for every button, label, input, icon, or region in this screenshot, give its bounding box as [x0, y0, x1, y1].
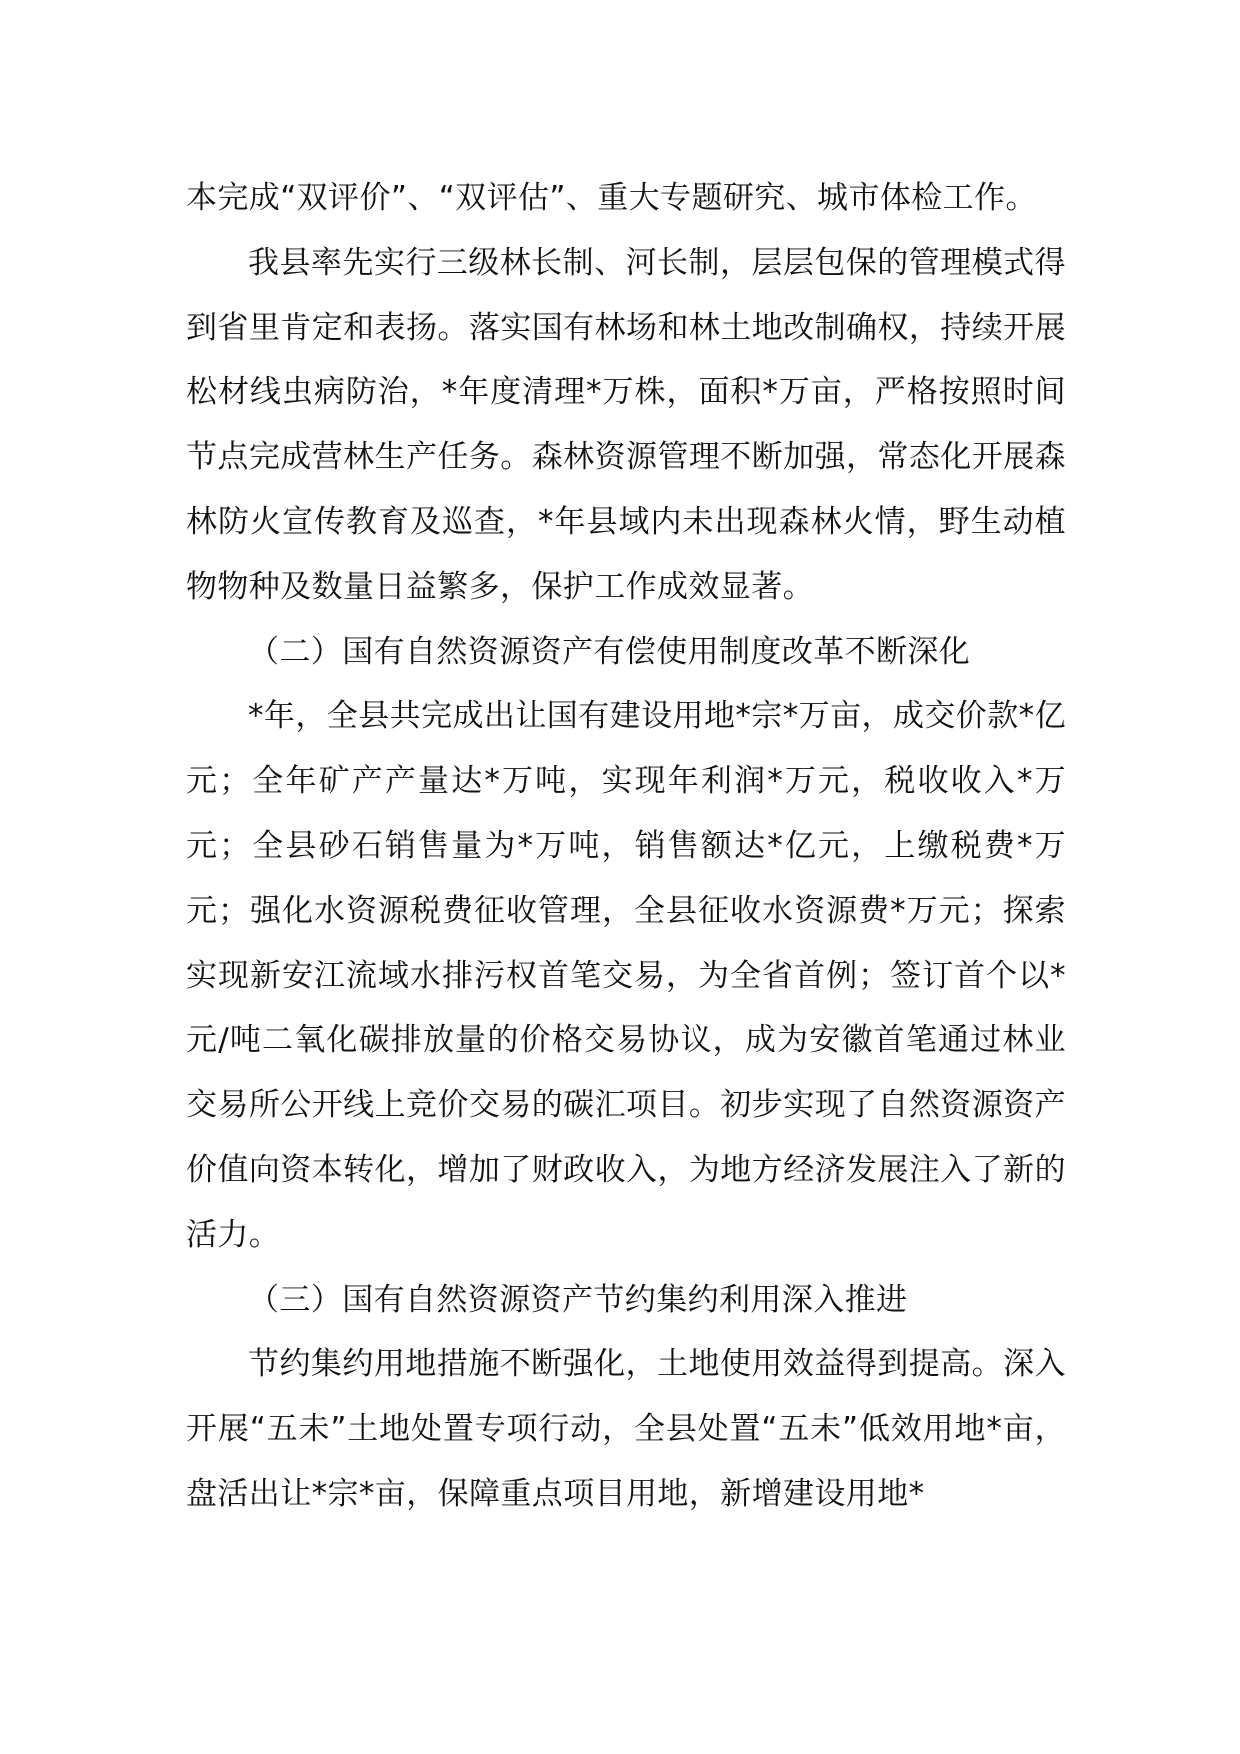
- section-heading-2: （二）国有自然资源资产有偿使用制度改革不断深化: [248, 633, 971, 670]
- paragraph-forest-river-chief: 我县率先实行三级林长制、河长制，层层包保的管理模式得到省里肯定和表扬。落实国有林场和林土地改制确权，持续开展松材线虫病防治，*年度清理*万株，面积*万亩，严格按照时间节点完成营林生产任务。森林资源管理不断加强，常态化开展森林防火宣传教育及巡查，*年县域内未出现森林火情，野生动植物物种及数量日益繁多，保护工作成效显著。: [186, 244, 1066, 605]
- paragraph-land-saving: 节约集约用地措施不断强化，土地使用效益得到提高。深入开展“五未”土地处置专项行动，全县处置“五未”低效用地*亩，盘活出让*宗*亩，保障重点项目用地，新增建设用地*: [186, 1346, 1066, 1512]
- section-heading-3: （三）国有自然资源资产节约集约利用深入推进: [248, 1281, 908, 1318]
- paragraph-paid-use-reform: *年，全县共完成出让国有建设用地*宗*万亩，成交价款*亿元；全年矿产产量达*万吨，实现年利润*万元，税收收入*万元；全县砂石销售量为*万吨，销售额达*亿元，上缴税费*万元；强化水资源税费征收管理，全县征收水资源费*万元；探索实现新安江流域水排污权首笔交易，为全省首例；签订首个以*元/吨二氧化碳排放量的价格交易协议，成为安徽首笔通过林业交易所公开线上竞价交易的碳汇项目。初步实现了自然资源资产价值向资本转化，增加了财政收入，为地方经济发展注入了新的活力。: [186, 698, 1066, 1253]
- document-page: [186, 166, 1066, 1527]
- paragraph-double-evaluation: 本完成“双评价”、“双评估”、重大专题研究、城市体检工作。: [186, 180, 1037, 216]
